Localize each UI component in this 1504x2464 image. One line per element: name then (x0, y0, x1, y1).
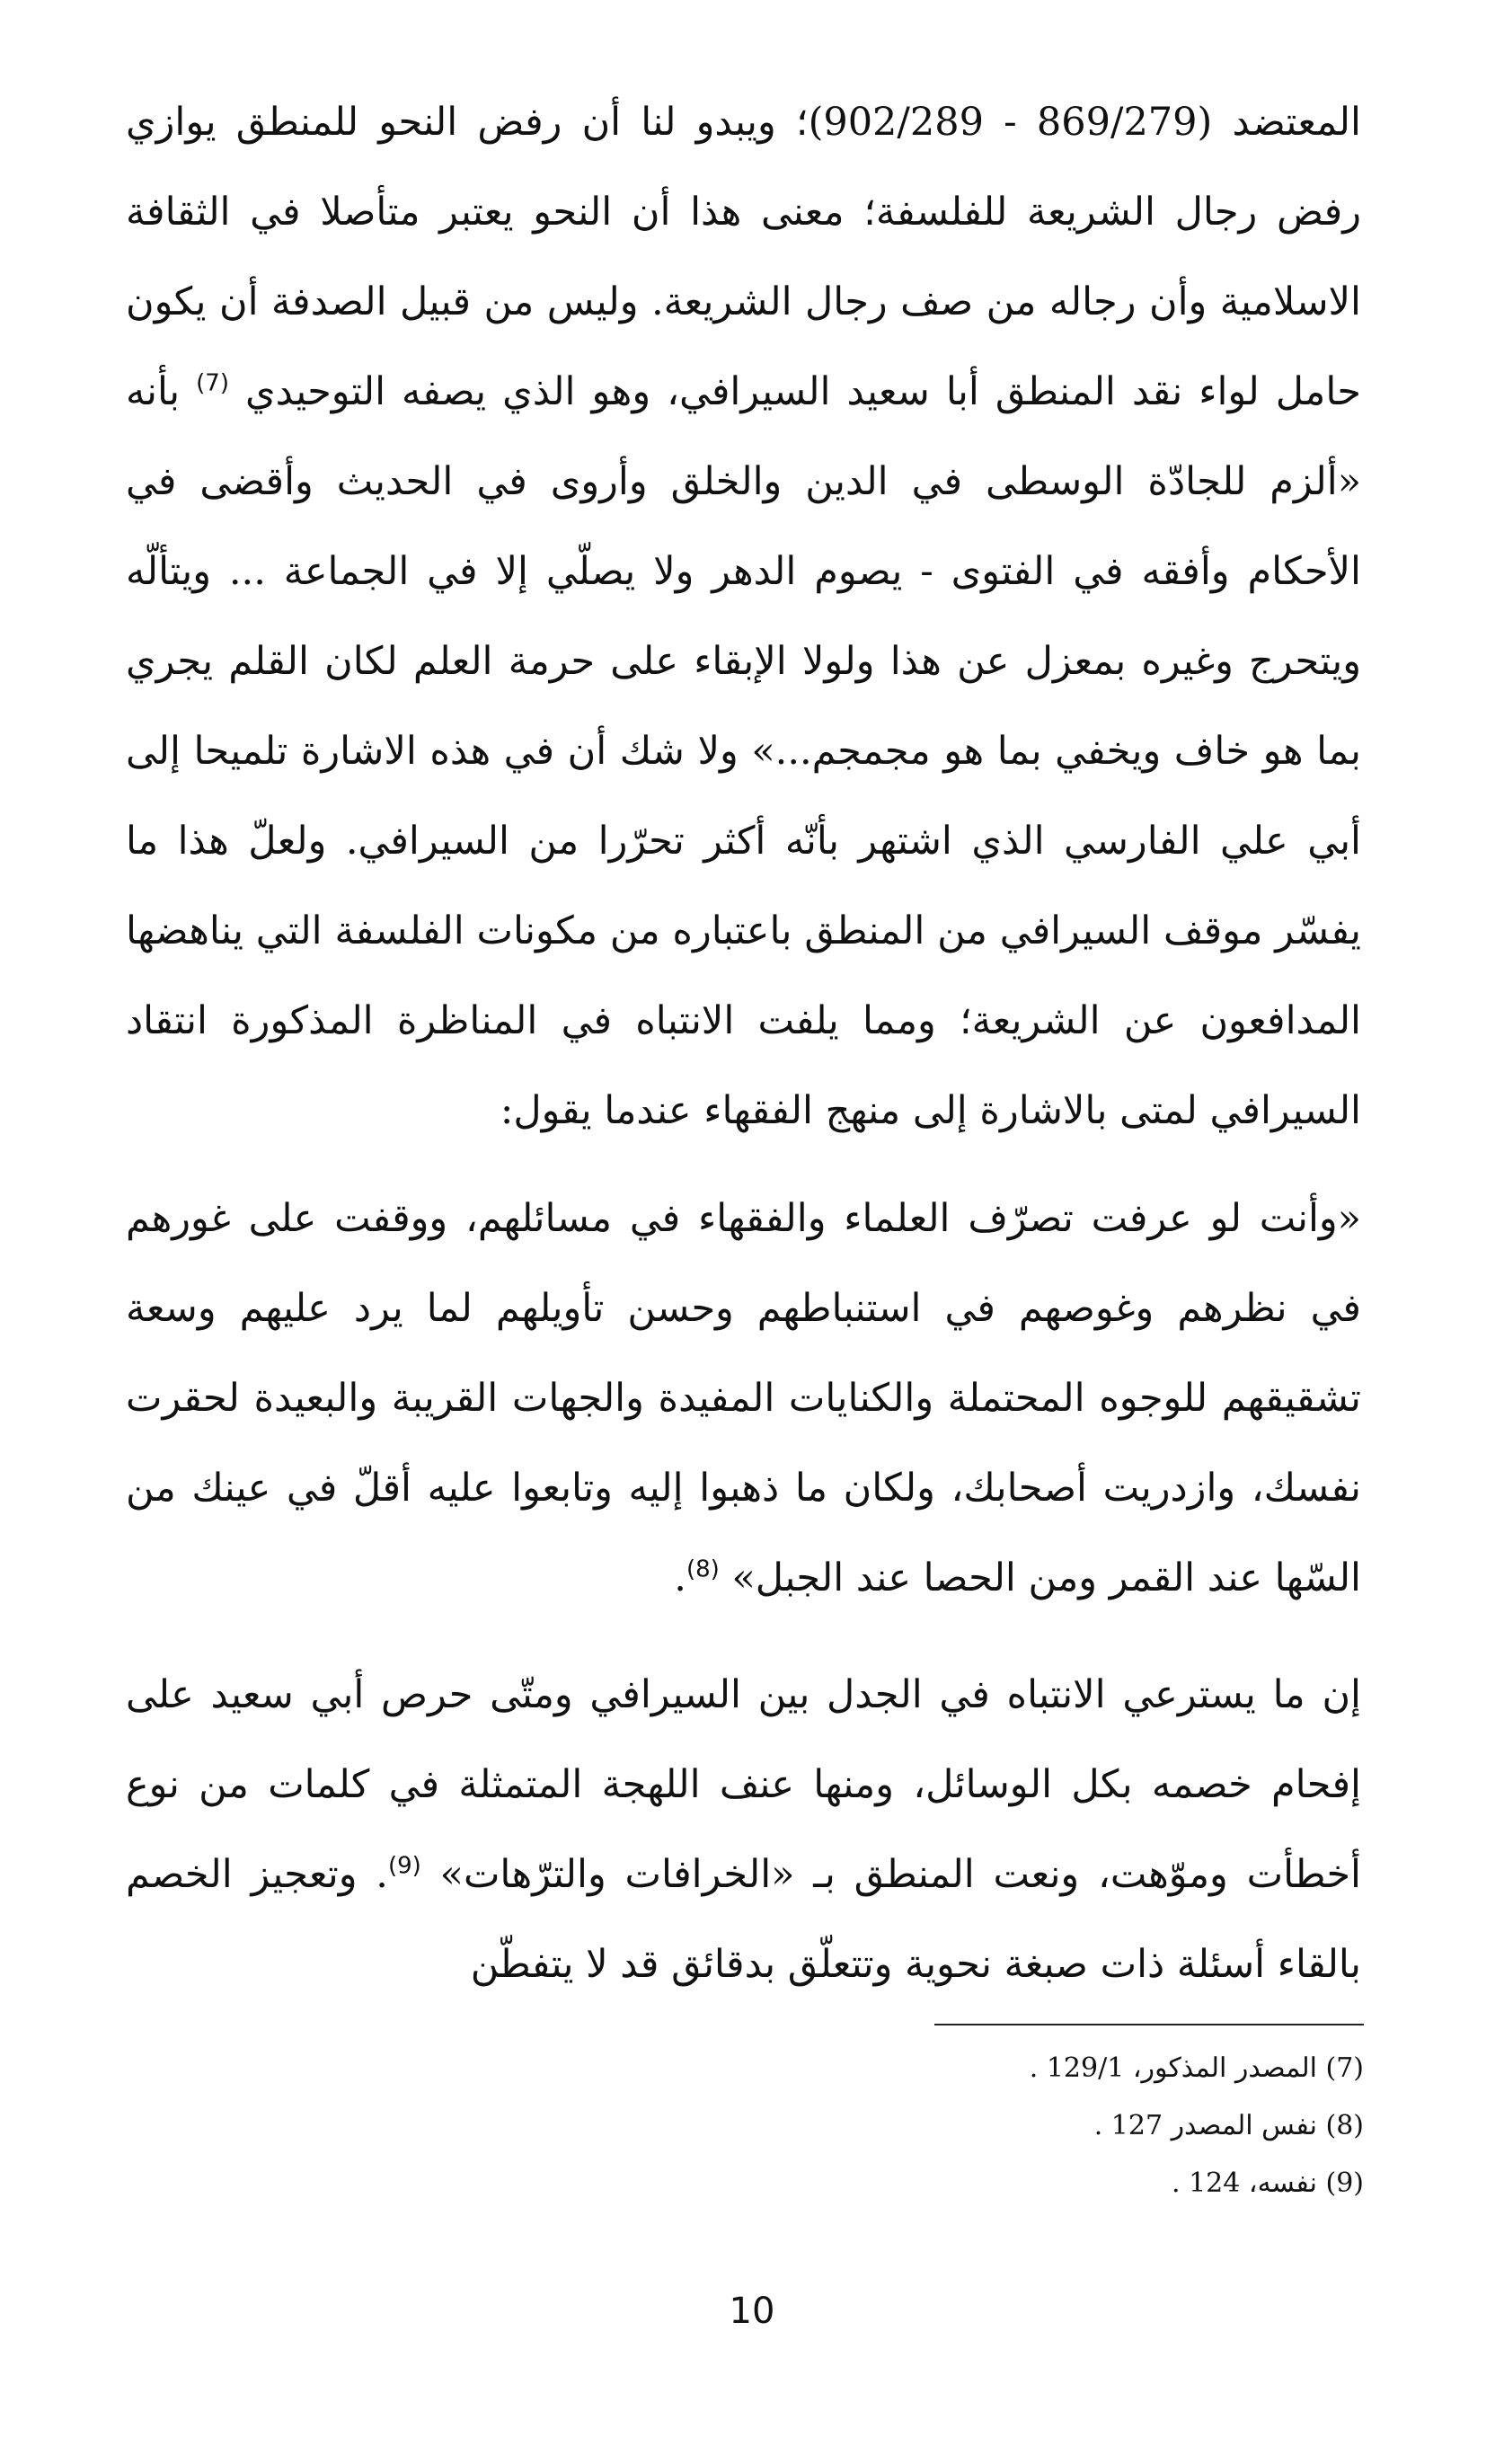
paragraph-3-text-continued: . وتعجيز الخصم بالقاء أسئلة ذات صبغة نحوية وتتعلّق بدقائق قد لا يتفطّن (126, 1852, 1361, 1987)
paragraph-1-body (126, 77, 1361, 1156)
paragraph-2-body (126, 1174, 1361, 1623)
paragraph-3-text: إن ما يسترعي الانتباه في الجدل بين السيرافي ومتّى حرص أبي سعيد على إفحام خصمه بكل الوسائل، ومنها عنف اللهجة المتمثلة في كلمات من نوع أخطأت وموّهت، ونعت المنطق بـ «الخرافات والترّهات» (126, 1672, 1361, 1897)
footnote-8: (8) نفس المصدر 127 . (1093, 2110, 1364, 2141)
footnote-separator (934, 2024, 1364, 2025)
paragraph-1-text: المعتضد (869/279 - 902/289)؛ ويبدو لنا أن رفض النحو للمنطق يوازي رفض رجال الشريعة للفلسفة؛ معنى هذا أن النحو يعتبر متأصلا في الثقافة الاسلامية وأن رجاله من صف رجال الشريعة. وليس من قبيل الصدفة أن يكون حامل لواء نقد المنطق أبا سعيد السيرافي، وهو الذي يصفه التوحيدي (126, 100, 1362, 414)
footnote-ref-9: (9) (387, 1852, 421, 1880)
footnote-ref-8: (8) (686, 1556, 720, 1583)
page-number: 10 (729, 2291, 775, 2332)
paragraph-2-text: «وأنت لو عرفت تصرّف العلماء والفقهاء في مسائلهم، ووقفت على غورهم في نظرهم وغوصهم في استنباطهم وحسن تأويلهم لما يرد عليهم وسعة تشقيقهم للوجوه المحتملة والكنايات المفيدة والجهات القريبة والبعيدة لحقرت نفسك، وازدريت أصحابك، ولكان ما ذهبوا إليه وتابعوا عليه أقلّ في عينك من السّها عند القمر ومن الحصا عند الجبل» (126, 1196, 1361, 1600)
footnote-9: (9) نفسه، 124 . (1172, 2167, 1364, 2199)
paragraph-3-body (126, 1650, 1361, 2009)
paragraph-1 (126, 77, 1361, 1156)
footnote-7: (7) المصدر المذكور، 129/1 . (1029, 2052, 1364, 2084)
paragraph-2-quote (126, 1174, 1361, 1623)
footnote-ref-7: (7) (196, 369, 229, 397)
paragraph-1-text-continued: بأنه «ألزم للجادّة الوسطى في الدين والخلق وأروى في الحديث وأقضى في الأحكام وأفقه في الفتوى - يصوم الدهر ولا يصلّي إلا في الجماعة ... ويتألّه ويتحرج وغيره بمعزل عن هذا ولولا الإبقاء على حرمة العلم لكان القلم يجري بما هو خاف ويخفي بما هو مجمجم...» ولا شك أن في هذه الاشارة تلميحا إلى أبي علي الفارسي الذي اشتهر بأنّه أكثر تحرّرا من السيرافي. ولعلّ هذا ما يفسّر موقف السيرافي من المنطق باعتباره من مكونات الفلسفة التي يناهضها المدافعون عن الشريعة؛ ومما يلفت الانتباه في المناظرة المذكورة انتقاد السيرافي لمتى بالاشارة إلى منهج الفقهاء عندما يقول: (126, 369, 1362, 1133)
paragraph-3 (126, 1650, 1361, 2009)
paragraph-2-text-continued: . (674, 1556, 686, 1600)
footnotes (898, 2040, 1364, 2212)
